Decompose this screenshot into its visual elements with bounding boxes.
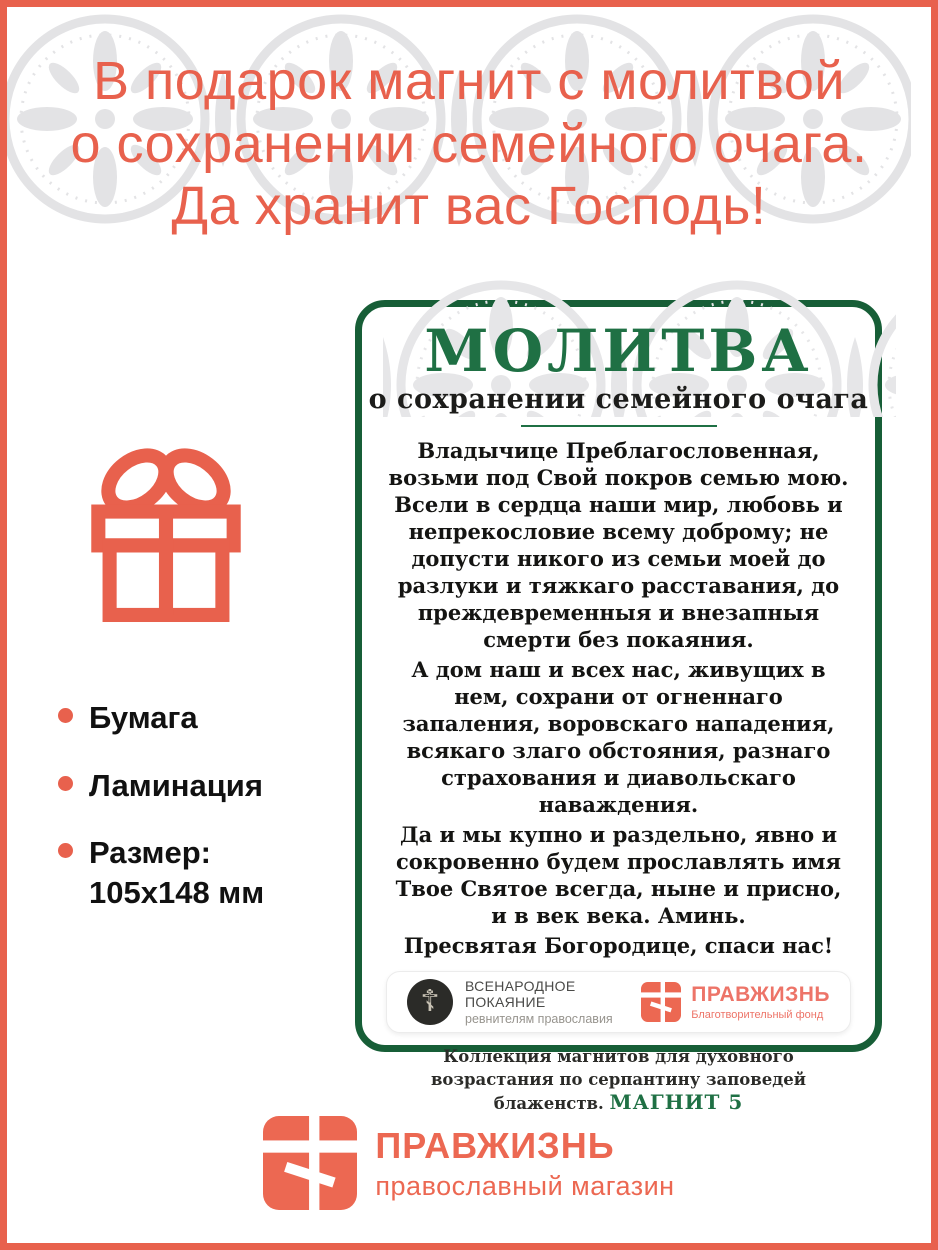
fund-subtitle: Благотворительный фонд	[691, 1008, 824, 1021]
bullet-dot	[58, 843, 73, 858]
promo-headline	[71, 24, 868, 238]
features-list	[58, 698, 358, 941]
title-divider	[521, 425, 717, 427]
prayer-paragraph: А дом наш и всех нас, живущих в нем, сохрани от огненнаго запаления, воровскаго нападения, всякаго злаго обстояния, разнаго страхования и диавольскаго наваждения.	[402, 656, 835, 817]
header-banner	[7, 7, 931, 255]
headline-line-3: Да хранит вас Господь!	[171, 176, 767, 237]
headline-line-2: о сохранении семейного очага.	[70, 113, 868, 174]
partner-subtitle: ревнителям православия	[465, 1011, 613, 1026]
orthodox-cross-icon: ☦	[407, 979, 453, 1025]
partner-title: ВСЕНАРОДНОЕ ПОКАЯНИЕ	[465, 977, 576, 1010]
feature-label: Ламинация	[89, 767, 263, 803]
bullet-dot	[58, 776, 73, 791]
pravzhizn-logo-icon	[641, 982, 681, 1022]
prayer-paragraph: Владычице Преблагословенная, возьми под Свой покров семью мою. Всели в сердца наши мир, любовь и непрекословие всему доброму; не допусти никого из семьи моей до разлуки и тяжкаго расставания, до преждевременныя и внезапныя смерти без покаяния.	[388, 437, 849, 652]
bullet-dot	[58, 708, 73, 723]
size-label: Размер:	[89, 835, 211, 871]
feature-item-size	[58, 833, 358, 912]
collection-note	[392, 1045, 845, 1115]
store-brand-tagline: православный магазин	[375, 1170, 675, 1201]
prayer-text	[362, 435, 875, 959]
card-header	[362, 317, 875, 427]
feature-item-lamination	[58, 766, 358, 806]
partners-badge	[386, 971, 851, 1033]
prayer-paragraph: Да и мы купно и раздельно, явно и сокровенно будем прославлять имя Твое Святое всегда, ныне и присно, и в век века. Аминь.	[395, 821, 842, 928]
store-brand-name: ПРАВЖИЗНЬ	[375, 1124, 615, 1166]
feature-label: Бумага	[89, 700, 198, 735]
size-value: 105x148 мм	[89, 875, 265, 911]
gift-icon	[72, 430, 260, 642]
store-brand-block	[0, 1116, 938, 1210]
collection-text: Коллекция магнитов для духовного возрастания по серпантину заповедей блаженств.	[430, 1046, 807, 1113]
prayer-paragraph: Пресвятая Богородице, спаси нас!	[403, 932, 834, 958]
fund-title: ПРАВЖИЗНЬ	[691, 982, 830, 1006]
pravzhizn-logo-icon	[263, 1116, 357, 1210]
prayer-card	[355, 300, 882, 1114]
magnet-number-label: МАГНИТ 5	[609, 1089, 744, 1114]
feature-item-paper	[58, 698, 358, 738]
card-subtitle: о сохранении семейного очага	[368, 383, 869, 415]
feature-label	[89, 833, 264, 912]
card-title: МОЛИТВА	[424, 317, 813, 385]
partner-pravzhizn-fund	[641, 982, 830, 1022]
headline-line-1: В подарок магнит с молитвой	[92, 51, 846, 112]
partner-vsenarodnoe-pokayanie	[407, 978, 641, 1026]
